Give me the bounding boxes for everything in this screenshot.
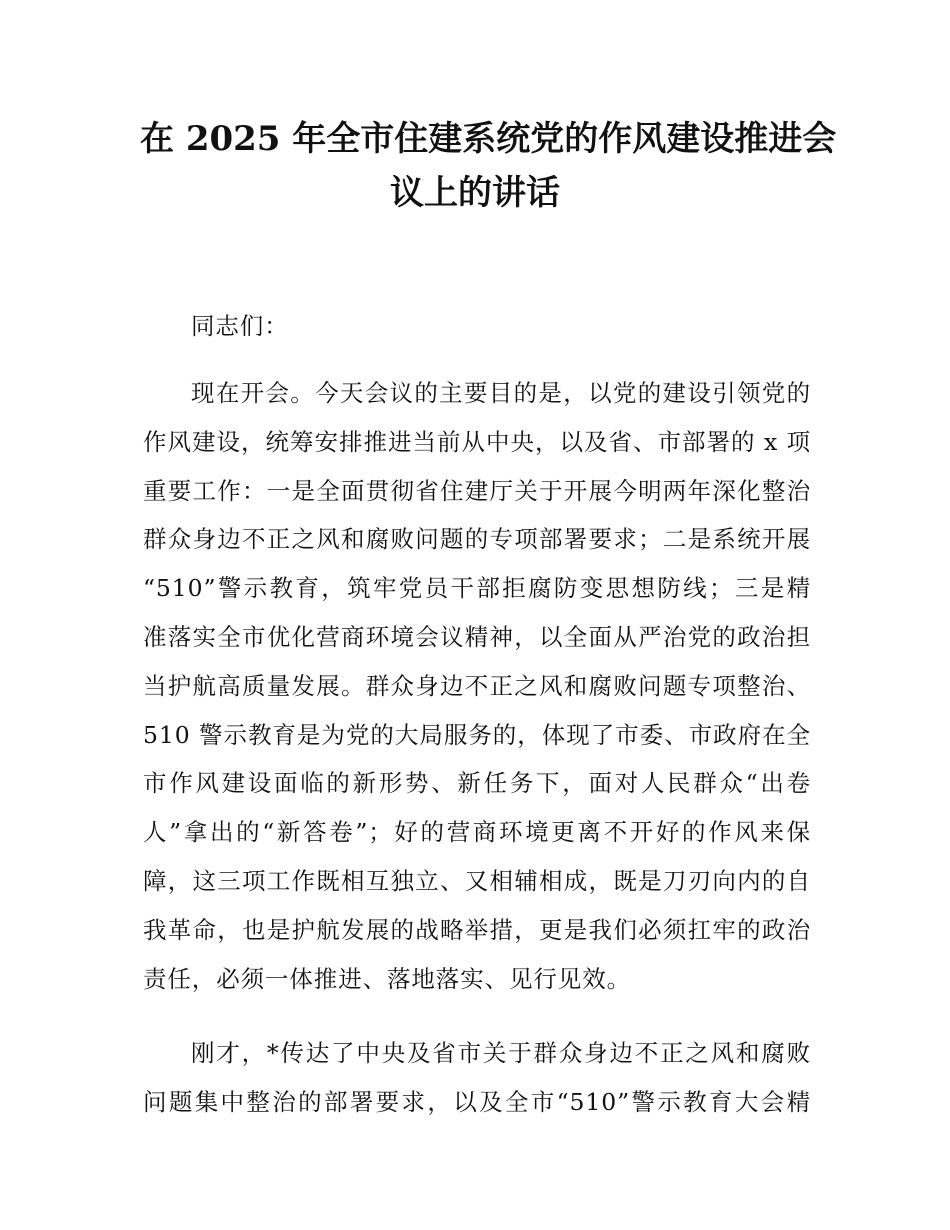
paragraph-line: 重要工作：一是全面贯彻省住建厅关于开展今明两年深化整治 xyxy=(143,476,811,505)
paragraph-line: 510 警示教育是为党的大局服务的，体现了市委、市政府在全 xyxy=(143,720,811,749)
paragraph-line: 准落实全市优化营商环境会议精神，以全面从严治党的政治担 xyxy=(143,622,811,651)
paragraph-line: 作风建设，统筹安排推进当前从中央，以及省、市部署的 x 项 xyxy=(143,427,811,456)
paragraph-line: “510”警示教育，筑牢党员干部拒腐防变思想防线；三是精 xyxy=(143,574,811,603)
paragraph-line: 人”拿出的“新答卷”；好的营商环境更离不开好的作风来保 xyxy=(143,818,811,847)
paragraph-line: 当护航高质量发展。群众身边不正之风和腐败问题专项整治、 xyxy=(143,671,811,700)
document-title xyxy=(140,112,837,220)
salutation: 同志们： xyxy=(191,312,289,340)
paragraph-line: 我革命，也是护航发展的战略举措，更是我们必须扛牢的政治 xyxy=(143,915,811,944)
paragraph-2 xyxy=(143,1029,811,1127)
paragraph-1 xyxy=(143,369,811,1003)
title-line: 在 2025 年全市住建系统党的作风建设推进会 xyxy=(140,119,837,159)
paragraph-line: 障，这三项工作既相互独立、又相辅相成，既是刀刃向内的自 xyxy=(143,866,811,895)
paragraph-line: 刚才，*传达了中央及省市关于群众身边不正之风和腐败 xyxy=(191,1039,811,1067)
paragraph-line: 问题集中整治的部署要求，以及全市“510”警示教育大会精 xyxy=(143,1087,811,1116)
title-line: 议上的讲话 xyxy=(390,173,560,213)
paragraph-line: 群众身边不正之风和腐败问题的专项部署要求；二是系统开展 xyxy=(143,525,811,554)
paragraph-line: 现在开会。今天会议的主要目的是，以党的建设引领党的 xyxy=(191,379,811,407)
paragraph-line: 责任，必须一体推进、落地落实、见行见效。 xyxy=(143,964,631,993)
paragraph-line: 市作风建设面临的新形势、新任务下，面对人民群众“出卷 xyxy=(143,769,811,798)
